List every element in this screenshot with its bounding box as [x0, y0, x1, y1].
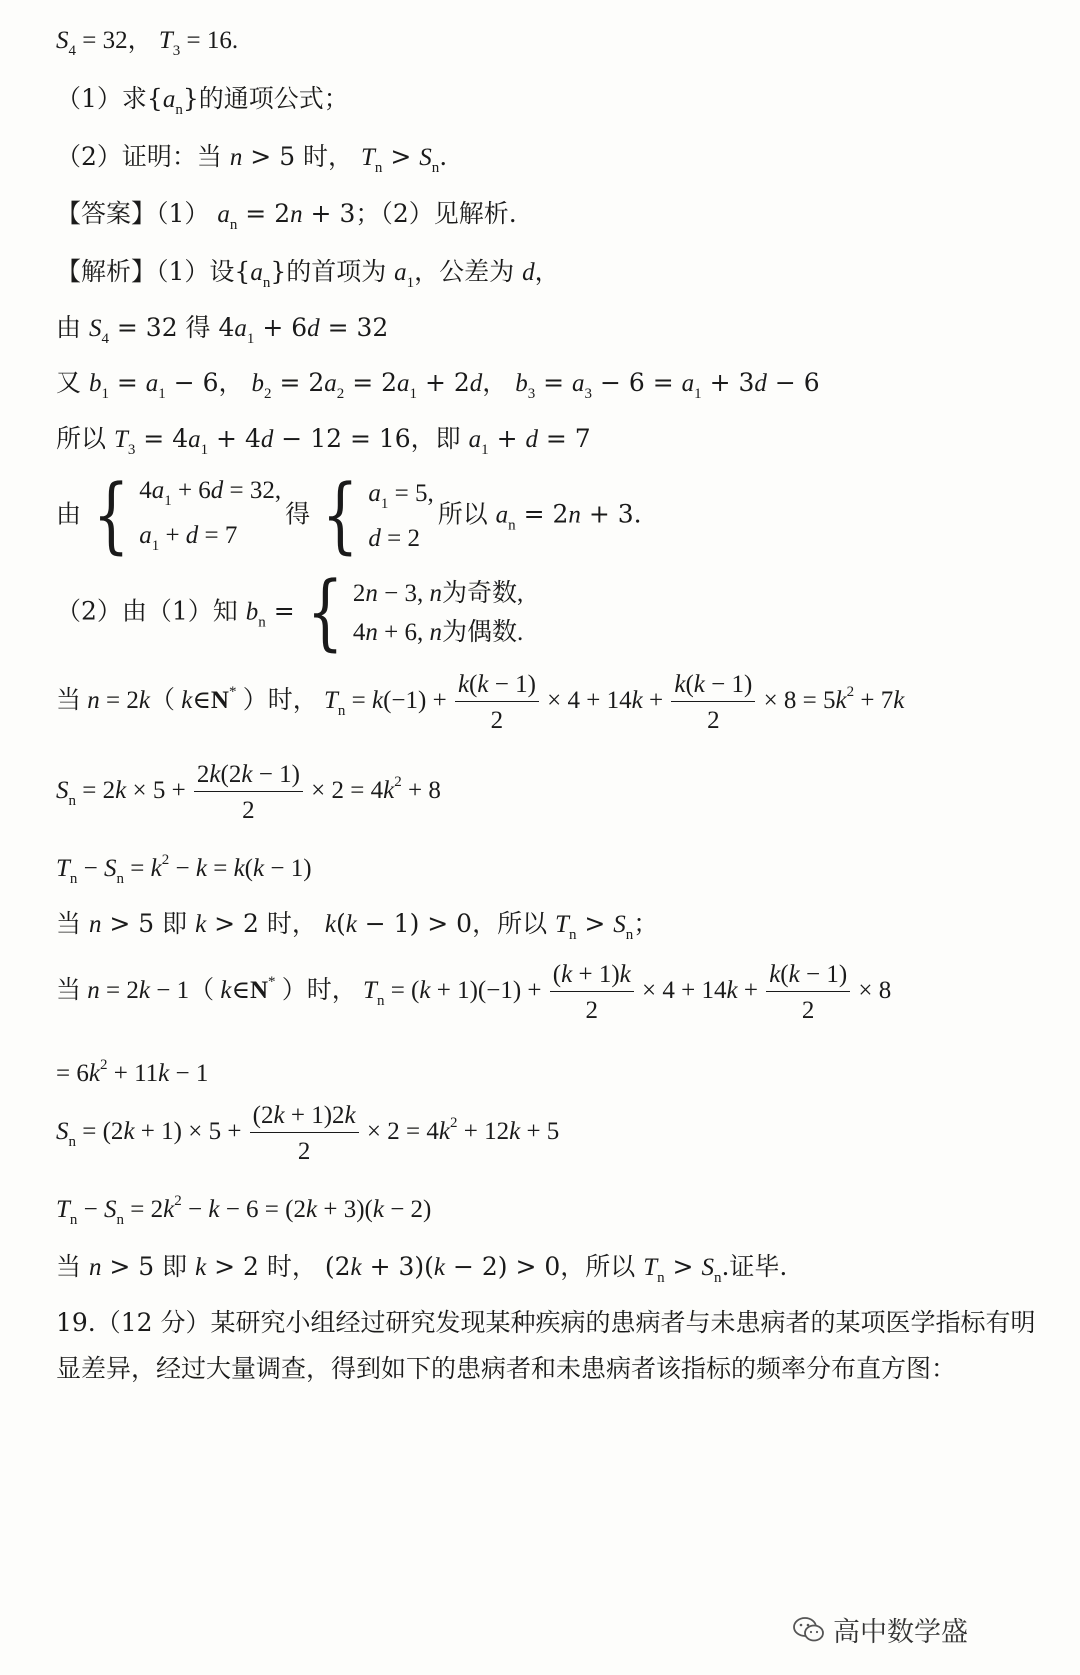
watermark — [793, 1610, 968, 1649]
math-line-14: 当 n > 5 即 k > 2 时， k(k − 1) > 0，所以 $T_n > S_n$； — [56, 909, 659, 943]
equation-system-2: { $a_1 = 5$, d = 2 — [321, 468, 434, 563]
problem-19-line-2: 显差异，经过大量调查，得到如下的患病者和未患病者该指标的频率分布直方图： — [56, 1354, 957, 1383]
math-line-16: = $6k^2 + 11k - 1$ — [56, 1057, 209, 1087]
question-part-1: （1）求$\{a_n\}$的通项公式； — [56, 84, 349, 118]
equation-system-1: { $4a_1 + 6d = 32$, $a_1 + d = 7$ — [92, 468, 282, 563]
analysis-header: 【解析】（1）设$\{a_n\}$的首项为 $a_1$，公差为 d， — [56, 257, 560, 291]
math-line-8: 所以 $T_3 = 4a_1 + 4d - 12 = 16$，即 $a_1 + d = 7$ — [56, 424, 591, 458]
math-line-19: 当 n > 5 即 k > 2 时， (2k + 3)(k − 2) > 0，所以 $T_n > S_n$.证毕. — [56, 1252, 788, 1286]
math-line-15: 当 n = 2k − 1（ k∈N* ）时， $T_n = (k + 1)(-1)$ + $\frac{(k + 1)k}{2}$ × 4 + 14k + $\frac{k(k - 1)}{2}$ × 8 — [56, 961, 892, 1024]
math-line-1: $S_4 = 32$， $T_3 = 16$. — [56, 27, 239, 59]
math-line-7: 又 $b_1 = a_1 - 6$， $b_2 = 2a_2 = 2a_1 + 2d$， $b_3 = a_3 - 6 = a_1 + 3d - 6$ — [56, 368, 820, 402]
piecewise-bn: { 2n − 3, n为奇数, 4n + 6, n为偶数. — [306, 565, 524, 660]
math-line-10-piecewise: （2）由（1）知 $b_n$ = { 2n − 3, n为奇数, 4n + 6, n为偶数. — [56, 565, 524, 660]
math-line-17: $S_n = (2k + 1) \times 5$ + $\frac{(2k + 1)2k}{2}$ × $2 = 4k^2 + 12k + 5$ — [56, 1102, 560, 1165]
math-line-9-systems: 由 { $4a_1 + 6d = 32$, $a_1 + d = 7$ 得 { $a_1 = 5$, d = 2 所以 $a_n = 2n + 3$. — [56, 468, 642, 563]
answer-line: 【答案】（1） $a_n = 2n + 3$；（2）见解析. — [56, 199, 517, 233]
math-line-18: $T_n - S_n = 2k^2 - k - 6 = (2k + 3)(k - 2)$ — [56, 1193, 432, 1228]
question-part-2: （2）证明：当 n > 5 时， $T_n > S_n$. — [56, 142, 448, 176]
watermark-text: 高中数学盛 — [833, 1617, 968, 1648]
wechat-icon — [793, 1617, 825, 1643]
math-line-6: 由 $S_4 = 32$ 得 $4a_1 + 6d = 32$ — [56, 313, 389, 347]
math-line-12: $S_n = 2k \times 5$ + $\frac{2k(2k - 1)}{2}$ × $2 = 4k^2 + 8$ — [56, 761, 441, 824]
problem-19-line-1: 19.（12 分）某研究小组经过研究发现某种疾病的患病者与未患病者的某项医学指标有明 — [56, 1308, 1036, 1337]
math-line-11: 当 n = 2k（ k∈N* ）时， $T_n = k(-1)$ + $\frac{k(k - 1)}{2}$ × 4 + 14k + $\frac{k(k - 1)}{2}$ × $8 = 5k^2 + 7k$ — [56, 671, 905, 734]
math-line-13: $T_n - S_n = k^2 - k = k(k - 1)$ — [56, 852, 312, 887]
